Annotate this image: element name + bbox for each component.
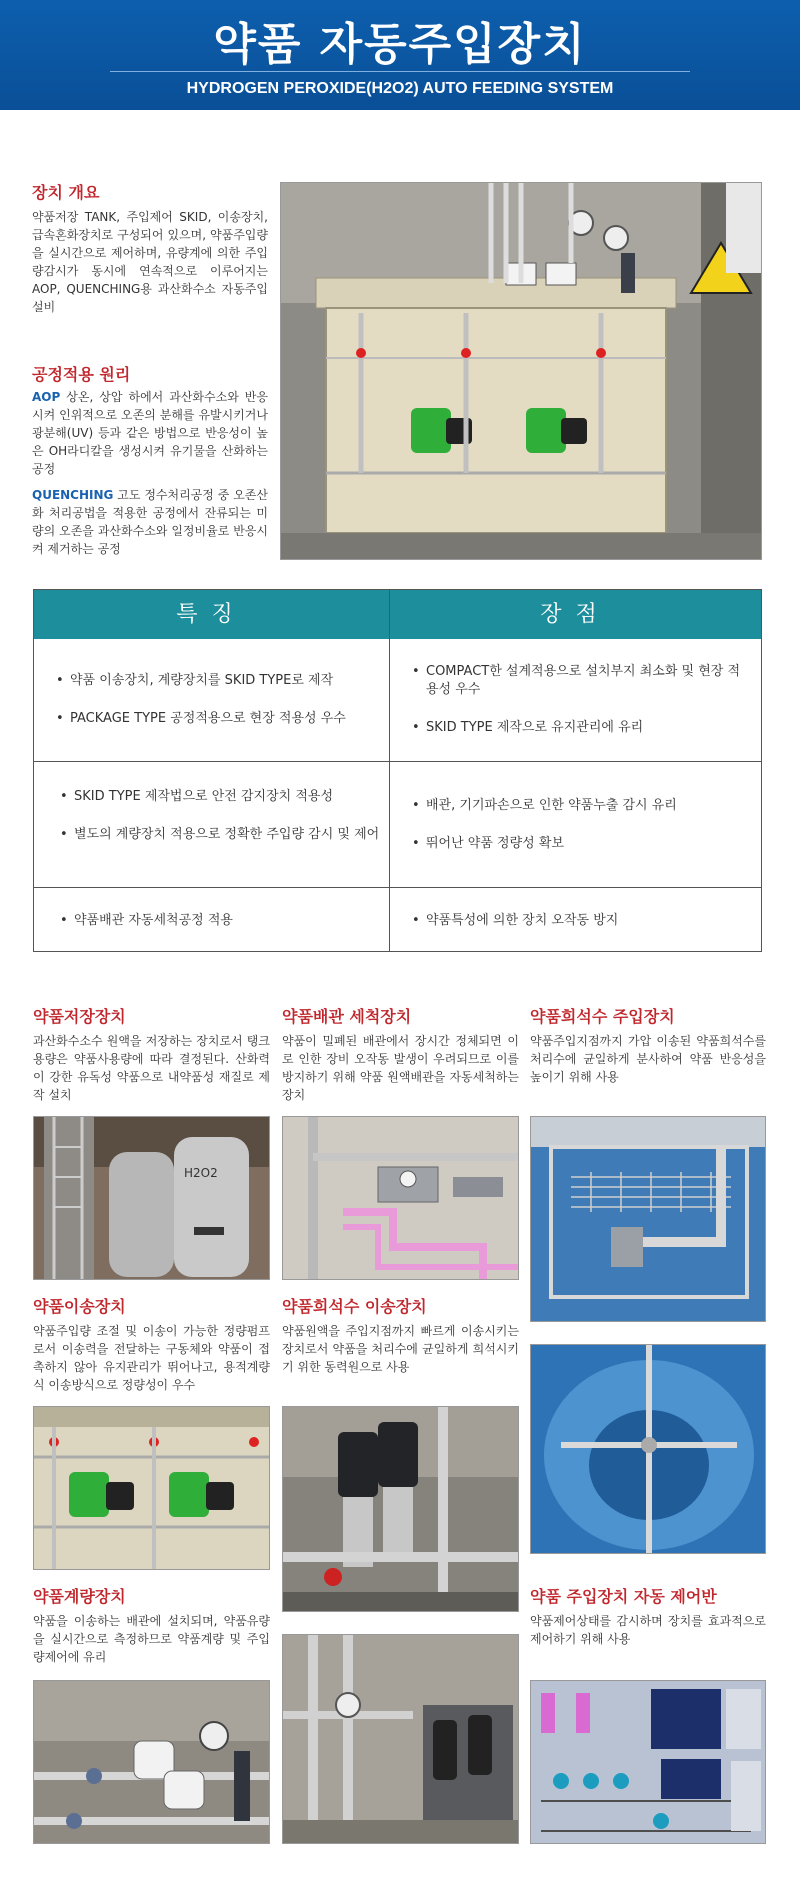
table-row-feature: • 별도의 계량장치 적용으로 정확한 주입량 감시 및 제어: [58, 826, 383, 844]
nozzle-photo: [530, 1344, 766, 1554]
tank-label: H2O2: [184, 1166, 218, 1180]
control-panel-photo: [530, 1680, 766, 1844]
dilution-inject-title: 약품희석수 주입장치: [530, 1007, 675, 1026]
metering-title: 약품계량장치: [33, 1587, 126, 1606]
transfer-text: 약품주입량 조절 및 이송이 가능한 정량펌프로서 이송력을 전달하는 구동체와 약품이 접촉하지 않아 유지관리가 뛰어나고, 용적계량식 이송방식으로 정량성이 우수: [33, 1324, 270, 1392]
aop-text: 상온, 상압 하에서 과산화수소와 반응시켜 인위적으로 오존의 분해를 유발시키거나 광분해(UV) 등과 같은 방법으로 반응성이 높은 OH라디칼을 생성시켜 유기물을 산화하는 공정: [32, 390, 268, 476]
dilution-inject-photo: [530, 1116, 766, 1322]
control-text: 약품제어상태를 감시하며 장치를 효과적으로 제어하기 위해 사용: [530, 1614, 766, 1646]
table-row-advantage: • 배관, 기기파손으로 인한 약품누출 감시 유리: [410, 797, 745, 815]
column-divider: [389, 590, 390, 951]
table-row-advantage: • SKID TYPE 제작으로 유지관리에 유리: [410, 719, 745, 737]
principle-quenching: [32, 486, 268, 558]
cleaning-text: 약품이 밀폐된 배관에서 장시간 정체되면 이로 인한 장비 오작동 발생이 우려되므로 이를 방지하기 위해 약품 원액배관을 자동세척하는 장치: [282, 1034, 519, 1102]
advantages-header: 장점: [540, 602, 611, 627]
overview-title: 장치 개요: [32, 183, 100, 202]
table-header: [34, 590, 761, 639]
row-divider: [34, 887, 761, 888]
storage-text: 과산화수소수 원액을 저장하는 장치로서 탱크용량은 약품사용량에 따라 결정된다. 산화력이 강한 유독성 약품으로 내약품성 재질로 제작 설치: [33, 1034, 270, 1102]
transfer-photo: [33, 1406, 270, 1570]
storage-title: 약품저장장치: [33, 1007, 126, 1026]
table-row-advantage: • COMPACT한 설계적용으로 설치부지 최소화 및 현장 적용성 우수: [410, 663, 745, 699]
principle-title: 공정적용 원리: [32, 365, 131, 384]
features-table: [33, 589, 762, 952]
page-title: 약품 자동주입장치: [213, 19, 587, 70]
page-header: [0, 0, 800, 110]
cleaning-title: 약품배관 세척장치: [282, 1007, 412, 1026]
piping-photo: [282, 1634, 519, 1844]
table-row-feature: • 약품배관 자동세척공정 적용: [58, 912, 383, 930]
storage-photo: [33, 1116, 270, 1280]
dilution-transfer-title: 약품희석수 이송장치: [282, 1297, 427, 1316]
dilution-inject-text: 약품주입지점까지 가압 이송된 약품희석수를 처리수에 균일하게 분사하여 약품 반응성을 높이기 위해 사용: [530, 1034, 766, 1084]
page-subtitle: HYDROGEN PEROXIDE(H2O2) AUTO FEEDING SYSTEM: [186, 80, 614, 97]
aop-keyword: AOP: [32, 390, 61, 404]
dilution-transfer-text: 약품원액을 주입지점까지 빠르게 이송시키는 장치로서 약품을 처리수에 균일하게 희석시키기 위한 동력원으로 사용: [282, 1324, 519, 1374]
table-row-feature: • 약품 이송장치, 계량장치를 SKID TYPE로 제작: [54, 672, 379, 690]
metering-text: 약품을 이송하는 배관에 설치되며, 약품유량을 실시간으로 측정하므로 약품계량 및 주입량제어에 유리: [33, 1614, 270, 1664]
overview-text: 약품저장 TANK, 주입제어 SKID, 이송장치, 급속혼화장치로 구성되어 있으며, 약품주입량을 실시간으로 제어하며, 유량계에 의한 주입량감시가 동시에 연속적으로 이루어지는 AOP, QUENCHING용 과산화수소 자동주입설비: [32, 210, 268, 314]
table-row-advantage: • 뛰어난 약품 정량성 확보: [410, 835, 745, 853]
header-divider: [110, 71, 690, 72]
features-header: 특징: [176, 602, 247, 627]
dilution-transfer-photo: [282, 1406, 519, 1612]
principle-aop: [32, 388, 268, 478]
skid-photo: [280, 182, 762, 560]
table-row-feature: • PACKAGE TYPE 공정적용으로 현장 적용성 우수: [54, 710, 379, 728]
metering-photo: [33, 1680, 270, 1844]
row-divider: [34, 761, 761, 762]
cleaning-photo: [282, 1116, 519, 1280]
table-row-feature: • SKID TYPE 제작법으로 안전 감지장치 적용성: [58, 788, 383, 806]
control-title: 약품 주입장치 자동 제어반: [530, 1587, 717, 1606]
transfer-title: 약품이송장치: [33, 1297, 126, 1316]
quenching-text: 고도 정수처리공정 중 오존산화 처리공법을 적용한 공정에서 잔류되는 미량의 오존을 과산화수소와 일정비율로 반응시켜 제거하는 공정: [32, 488, 268, 556]
table-row-advantage: • 약품특성에 의한 장치 오작동 방지: [410, 912, 745, 930]
quenching-keyword: QUENCHING: [32, 488, 114, 502]
